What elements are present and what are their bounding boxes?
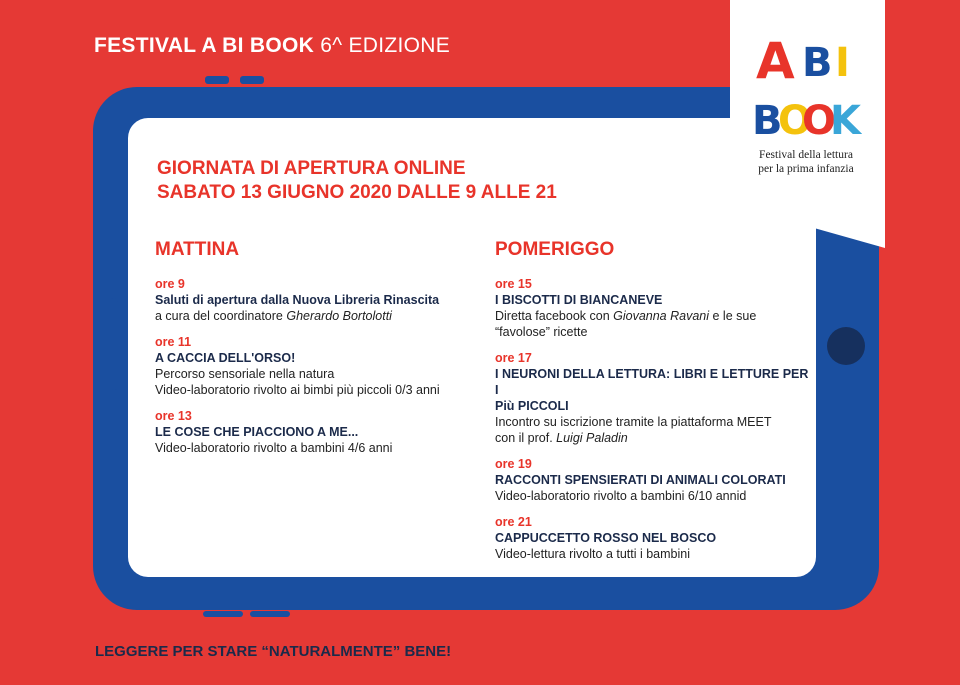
afternoon-title: POMERIGGO: [495, 239, 615, 260]
tablet-home-button: [827, 327, 865, 365]
event-desc-text: con il prof.: [495, 431, 557, 445]
main-heading: [157, 157, 557, 205]
event-desc: Video-laboratorio rivolto a bambini 6/10 annid: [495, 489, 747, 503]
event-desc: Video-laboratorio rivolto a bambini 4/6 anni: [155, 441, 393, 455]
tablet-bottom-button-right: [250, 611, 290, 617]
event-time: ore 15: [495, 277, 532, 291]
event-title: I NEURONI DELLA LETTURA: LIBRI E LETTURE PER I: [495, 367, 809, 397]
event-desc: Incontro su iscrizione tramite la piattaforma MEET: [495, 415, 772, 429]
event-title: Più PICCOLI: [495, 399, 569, 413]
list-item: [155, 334, 475, 398]
event-desc: [155, 308, 475, 324]
event-time: ore 11: [155, 335, 192, 349]
morning-title: MATTINA: [155, 239, 240, 260]
event-time: ore 9: [155, 277, 185, 291]
event-desc: “favolose” ricette: [495, 325, 588, 339]
event-desc-text: Diretta facebook con: [495, 309, 614, 323]
event-desc-name: Luigi Paladin: [556, 431, 628, 445]
logo-caption: [742, 148, 870, 176]
festival-title: [94, 34, 450, 58]
list-item: [495, 276, 815, 340]
logo-letter-o: O: [778, 98, 813, 144]
footer-slogan: LEGGERE PER STARE “NATURALMENTE” BENE!: [95, 643, 452, 660]
abibook-logo: [752, 30, 862, 145]
event-time: ore 19: [495, 457, 532, 471]
event-title: Saluti di apertura dalla Nuova Libreria Rinascita: [155, 293, 440, 307]
event-desc: [495, 308, 815, 324]
logo-letter-i: I: [835, 40, 850, 86]
morning-column: [155, 276, 475, 466]
event-time: ore 13: [155, 409, 192, 423]
event-desc: Percorso sensoriale nella natura: [155, 367, 335, 381]
list-item: [495, 514, 815, 562]
edition-label: 6^ EDIZIONE: [314, 34, 451, 57]
list-item: [155, 276, 475, 324]
logo-letter-o2: O: [802, 98, 837, 144]
event-title: CAPPUCCETTO ROSSO NEL BOSCO: [495, 531, 717, 545]
logo-caption-line2: per la prima infanzia: [758, 163, 854, 175]
logo-letter-b2: B: [752, 98, 783, 144]
event-desc-text: e le sue: [709, 309, 757, 323]
logo-letter-a: A: [756, 32, 795, 90]
list-item: [155, 408, 475, 456]
event-desc: Video-lettura rivolto a tutti i bambini: [495, 547, 691, 561]
list-item: [495, 456, 815, 504]
list-item: [495, 350, 815, 446]
event-title: A CACCIA DELL'ORSO!: [155, 351, 296, 365]
afternoon-column: [495, 276, 815, 572]
event-title: LE COSE CHE PIACCIONO A ME...: [155, 425, 359, 439]
logo-letter-k: K: [830, 98, 861, 144]
event-title: RACCONTI SPENSIERATI DI ANIMALI COLORATI: [495, 473, 786, 487]
event-time: ore 21: [495, 515, 532, 529]
tablet-top-button-left: [205, 76, 229, 84]
event-title: I BISCOTTI DI BIANCANEVE: [495, 293, 663, 307]
event-desc: [495, 430, 815, 446]
festival-name: FESTIVAL A BI BOOK: [94, 34, 315, 57]
heading-line2: SABATO 13 GIUGNO 2020 DALLE 9 ALLE 21: [157, 182, 557, 203]
tablet-top-button-right: [240, 76, 264, 84]
heading-line1: GIORNATA DI APERTURA ONLINE: [157, 158, 466, 179]
logo-caption-line1: Festival della lettura: [759, 149, 853, 161]
event-desc-text: a cura del coordinatore: [155, 309, 287, 323]
tablet-bottom-button-left: [203, 611, 243, 617]
event-desc-name: Giovanna Ravani: [613, 309, 710, 323]
event-time: ore 17: [495, 351, 532, 365]
tablet-side-button: [110, 298, 118, 390]
event-desc: Video-laboratorio rivolto ai bimbi più piccoli 0/3 anni: [155, 383, 440, 397]
logo-letter-b: B: [802, 40, 833, 86]
event-desc-name: Gherardo Bortolotti: [286, 309, 392, 323]
